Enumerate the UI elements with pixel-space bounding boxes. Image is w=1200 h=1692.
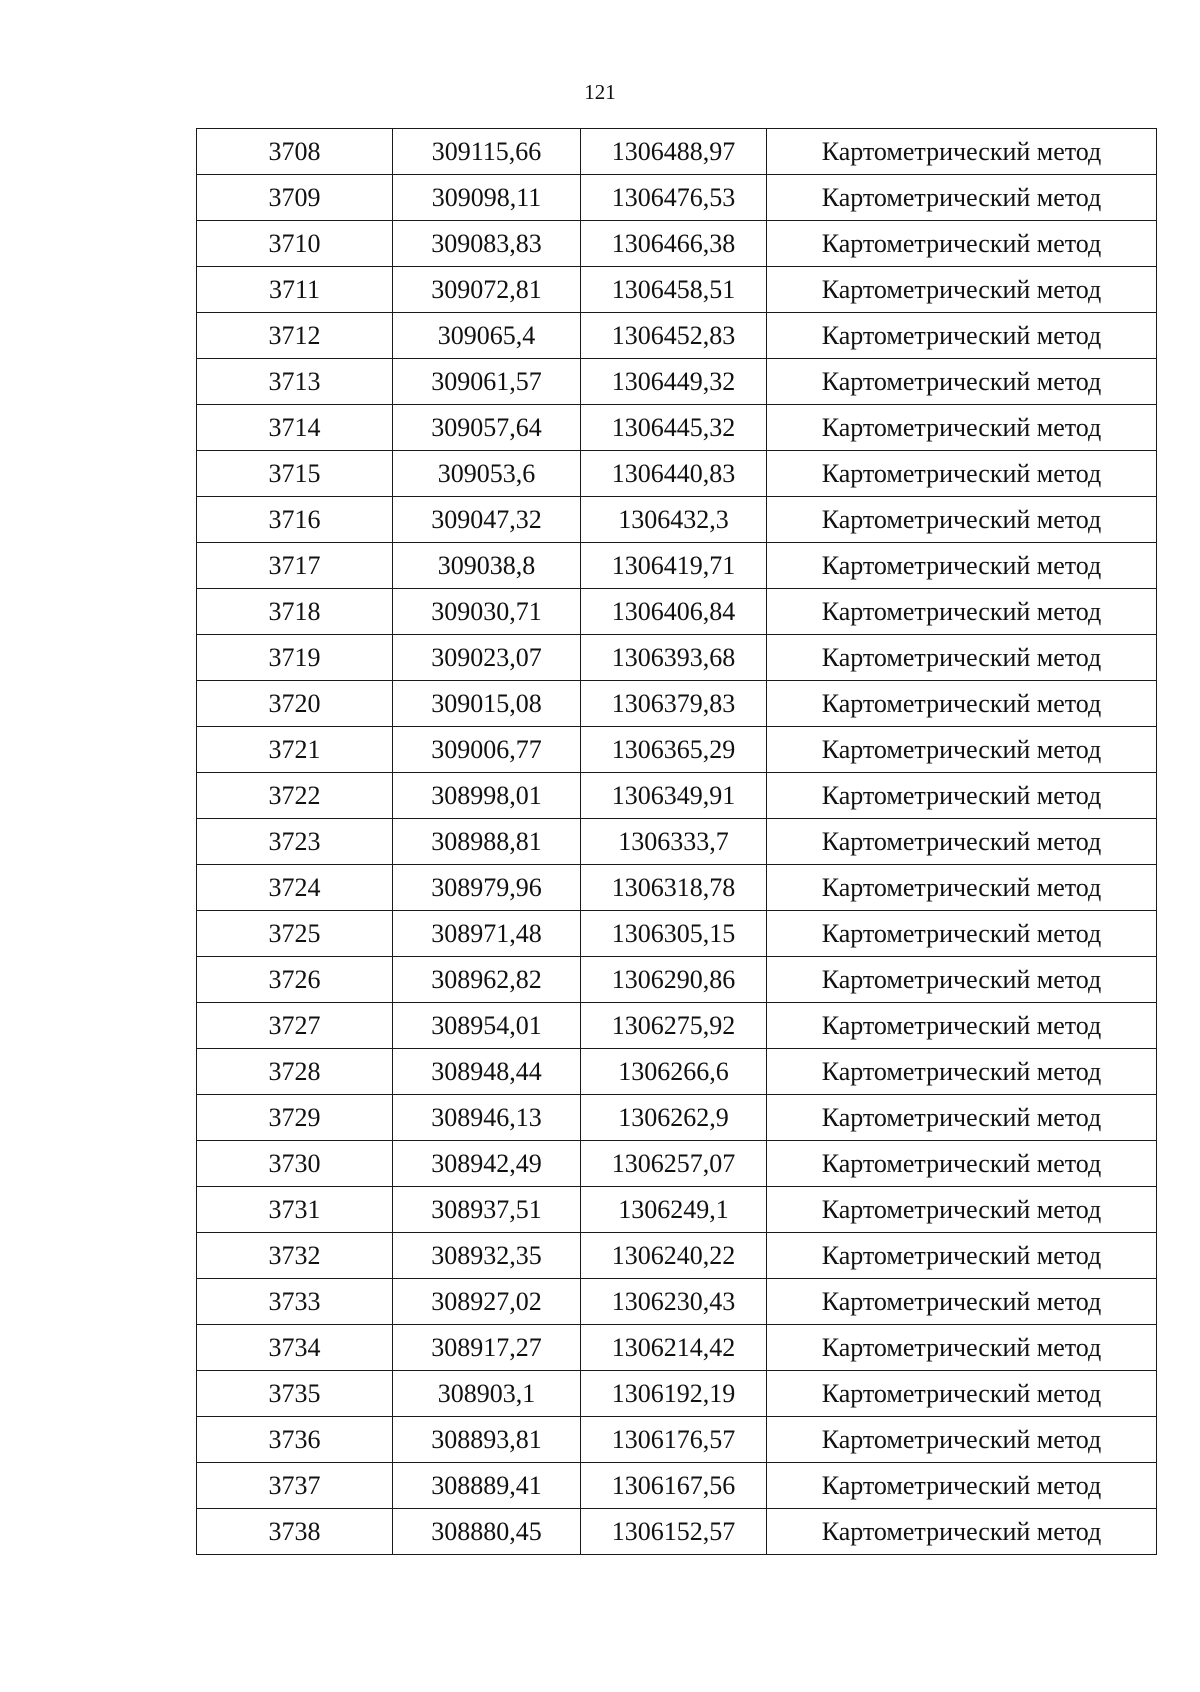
method-cell: Картометрический метод	[767, 1233, 1157, 1279]
table-row	[197, 1371, 1157, 1417]
y-coordinate-cell: 1306488,97	[581, 129, 767, 175]
point-number-cell: 3722	[197, 773, 393, 819]
point-number-cell: 3713	[197, 359, 393, 405]
y-coordinate-cell: 1306192,19	[581, 1371, 767, 1417]
point-number-cell: 3738	[197, 1509, 393, 1555]
x-coordinate-cell: 309098,11	[393, 175, 581, 221]
point-number-cell: 3726	[197, 957, 393, 1003]
y-coordinate-cell: 1306466,38	[581, 221, 767, 267]
method-cell: Картометрический метод	[767, 129, 1157, 175]
y-coordinate-cell: 1306333,7	[581, 819, 767, 865]
method-cell: Картометрический метод	[767, 1325, 1157, 1371]
point-number-cell: 3727	[197, 1003, 393, 1049]
method-cell: Картометрический метод	[767, 681, 1157, 727]
y-coordinate-cell: 1306305,15	[581, 911, 767, 957]
method-cell: Картометрический метод	[767, 589, 1157, 635]
method-cell: Картометрический метод	[767, 175, 1157, 221]
table-row	[197, 635, 1157, 681]
y-coordinate-cell: 1306214,42	[581, 1325, 767, 1371]
point-number-cell: 3717	[197, 543, 393, 589]
point-number-cell: 3731	[197, 1187, 393, 1233]
table-row	[197, 911, 1157, 957]
table-row	[197, 1233, 1157, 1279]
table-row	[197, 957, 1157, 1003]
x-coordinate-cell: 309006,77	[393, 727, 581, 773]
point-number-cell: 3714	[197, 405, 393, 451]
y-coordinate-cell: 1306393,68	[581, 635, 767, 681]
x-coordinate-cell: 309061,57	[393, 359, 581, 405]
x-coordinate-cell: 309072,81	[393, 267, 581, 313]
method-cell: Картометрический метод	[767, 1003, 1157, 1049]
x-coordinate-cell: 308948,44	[393, 1049, 581, 1095]
y-coordinate-cell: 1306476,53	[581, 175, 767, 221]
x-coordinate-cell: 309065,4	[393, 313, 581, 359]
method-cell: Картометрический метод	[767, 819, 1157, 865]
x-coordinate-cell: 308988,81	[393, 819, 581, 865]
x-coordinate-cell: 308962,82	[393, 957, 581, 1003]
table-row	[197, 221, 1157, 267]
method-cell: Картометрический метод	[767, 313, 1157, 359]
method-cell: Картометрический метод	[767, 221, 1157, 267]
point-number-cell: 3733	[197, 1279, 393, 1325]
point-number-cell: 3710	[197, 221, 393, 267]
method-cell: Картометрический метод	[767, 497, 1157, 543]
method-cell: Картометрический метод	[767, 359, 1157, 405]
method-cell: Картометрический метод	[767, 773, 1157, 819]
method-cell: Картометрический метод	[767, 405, 1157, 451]
point-number-cell: 3725	[197, 911, 393, 957]
method-cell: Картометрический метод	[767, 543, 1157, 589]
point-number-cell: 3718	[197, 589, 393, 635]
method-cell: Картометрический метод	[767, 1509, 1157, 1555]
point-number-cell: 3724	[197, 865, 393, 911]
y-coordinate-cell: 1306419,71	[581, 543, 767, 589]
method-cell: Картометрический метод	[767, 957, 1157, 1003]
x-coordinate-cell: 309057,64	[393, 405, 581, 451]
x-coordinate-cell: 308903,1	[393, 1371, 581, 1417]
method-cell: Картометрический метод	[767, 1279, 1157, 1325]
x-coordinate-cell: 308998,01	[393, 773, 581, 819]
page-number: 121	[584, 80, 616, 104]
x-coordinate-cell: 308979,96	[393, 865, 581, 911]
point-number-cell: 3709	[197, 175, 393, 221]
x-coordinate-cell: 309030,71	[393, 589, 581, 635]
coordinates-table-body	[197, 129, 1157, 1555]
y-coordinate-cell: 1306290,86	[581, 957, 767, 1003]
x-coordinate-cell: 308937,51	[393, 1187, 581, 1233]
table-row	[197, 727, 1157, 773]
x-coordinate-cell: 309053,6	[393, 451, 581, 497]
method-cell: Картометрический метод	[767, 635, 1157, 681]
method-cell: Картометрический метод	[767, 1417, 1157, 1463]
table-row	[197, 313, 1157, 359]
point-number-cell: 3708	[197, 129, 393, 175]
y-coordinate-cell: 1306257,07	[581, 1141, 767, 1187]
method-cell: Картометрический метод	[767, 1049, 1157, 1095]
y-coordinate-cell: 1306152,57	[581, 1509, 767, 1555]
method-cell: Картометрический метод	[767, 865, 1157, 911]
y-coordinate-cell: 1306349,91	[581, 773, 767, 819]
y-coordinate-cell: 1306440,83	[581, 451, 767, 497]
y-coordinate-cell: 1306318,78	[581, 865, 767, 911]
y-coordinate-cell: 1306275,92	[581, 1003, 767, 1049]
x-coordinate-cell: 308889,41	[393, 1463, 581, 1509]
point-number-cell: 3737	[197, 1463, 393, 1509]
table-row	[197, 175, 1157, 221]
method-cell: Картометрический метод	[767, 1095, 1157, 1141]
method-cell: Картометрический метод	[767, 267, 1157, 313]
y-coordinate-cell: 1306406,84	[581, 589, 767, 635]
point-number-cell: 3712	[197, 313, 393, 359]
table-row	[197, 773, 1157, 819]
point-number-cell: 3734	[197, 1325, 393, 1371]
x-coordinate-cell: 308927,02	[393, 1279, 581, 1325]
y-coordinate-cell: 1306266,6	[581, 1049, 767, 1095]
table-row	[197, 865, 1157, 911]
method-cell: Картометрический метод	[767, 911, 1157, 957]
coordinates-table	[196, 128, 1157, 1555]
y-coordinate-cell: 1306167,56	[581, 1463, 767, 1509]
x-coordinate-cell: 308880,45	[393, 1509, 581, 1555]
table-row	[197, 1463, 1157, 1509]
point-number-cell: 3721	[197, 727, 393, 773]
table-row	[197, 1095, 1157, 1141]
x-coordinate-cell: 309083,83	[393, 221, 581, 267]
table-row	[197, 1049, 1157, 1095]
table-row	[197, 589, 1157, 635]
table-row	[197, 543, 1157, 589]
y-coordinate-cell: 1306249,1	[581, 1187, 767, 1233]
y-coordinate-cell: 1306379,83	[581, 681, 767, 727]
table-row	[197, 1141, 1157, 1187]
point-number-cell: 3720	[197, 681, 393, 727]
table-row	[197, 129, 1157, 175]
point-number-cell: 3736	[197, 1417, 393, 1463]
y-coordinate-cell: 1306176,57	[581, 1417, 767, 1463]
point-number-cell: 3728	[197, 1049, 393, 1095]
y-coordinate-cell: 1306240,22	[581, 1233, 767, 1279]
x-coordinate-cell: 308917,27	[393, 1325, 581, 1371]
table-row	[197, 451, 1157, 497]
y-coordinate-cell: 1306452,83	[581, 313, 767, 359]
point-number-cell: 3732	[197, 1233, 393, 1279]
table-row	[197, 405, 1157, 451]
method-cell: Картометрический метод	[767, 1187, 1157, 1233]
point-number-cell: 3716	[197, 497, 393, 543]
point-number-cell: 3723	[197, 819, 393, 865]
y-coordinate-cell: 1306262,9	[581, 1095, 767, 1141]
table-row	[197, 1509, 1157, 1555]
x-coordinate-cell: 309047,32	[393, 497, 581, 543]
point-number-cell: 3719	[197, 635, 393, 681]
table-row	[197, 1279, 1157, 1325]
point-number-cell: 3711	[197, 267, 393, 313]
x-coordinate-cell: 309038,8	[393, 543, 581, 589]
point-number-cell: 3730	[197, 1141, 393, 1187]
table-row	[197, 267, 1157, 313]
x-coordinate-cell: 308946,13	[393, 1095, 581, 1141]
table-row	[197, 1003, 1157, 1049]
table-row	[197, 681, 1157, 727]
method-cell: Картометрический метод	[767, 1371, 1157, 1417]
y-coordinate-cell: 1306432,3	[581, 497, 767, 543]
x-coordinate-cell: 308971,48	[393, 911, 581, 957]
method-cell: Картометрический метод	[767, 1463, 1157, 1509]
y-coordinate-cell: 1306449,32	[581, 359, 767, 405]
point-number-cell: 3715	[197, 451, 393, 497]
method-cell: Картометрический метод	[767, 451, 1157, 497]
table-row	[197, 1325, 1157, 1371]
y-coordinate-cell: 1306230,43	[581, 1279, 767, 1325]
table-row	[197, 497, 1157, 543]
x-coordinate-cell: 308893,81	[393, 1417, 581, 1463]
x-coordinate-cell: 309015,08	[393, 681, 581, 727]
point-number-cell: 3735	[197, 1371, 393, 1417]
y-coordinate-cell: 1306365,29	[581, 727, 767, 773]
y-coordinate-cell: 1306458,51	[581, 267, 767, 313]
table-row	[197, 819, 1157, 865]
method-cell: Картометрический метод	[767, 1141, 1157, 1187]
y-coordinate-cell: 1306445,32	[581, 405, 767, 451]
x-coordinate-cell: 308932,35	[393, 1233, 581, 1279]
method-cell: Картометрический метод	[767, 727, 1157, 773]
table-row	[197, 1417, 1157, 1463]
x-coordinate-cell: 309115,66	[393, 129, 581, 175]
table-row	[197, 1187, 1157, 1233]
x-coordinate-cell: 309023,07	[393, 635, 581, 681]
point-number-cell: 3729	[197, 1095, 393, 1141]
x-coordinate-cell: 308942,49	[393, 1141, 581, 1187]
x-coordinate-cell: 308954,01	[393, 1003, 581, 1049]
table-row	[197, 359, 1157, 405]
